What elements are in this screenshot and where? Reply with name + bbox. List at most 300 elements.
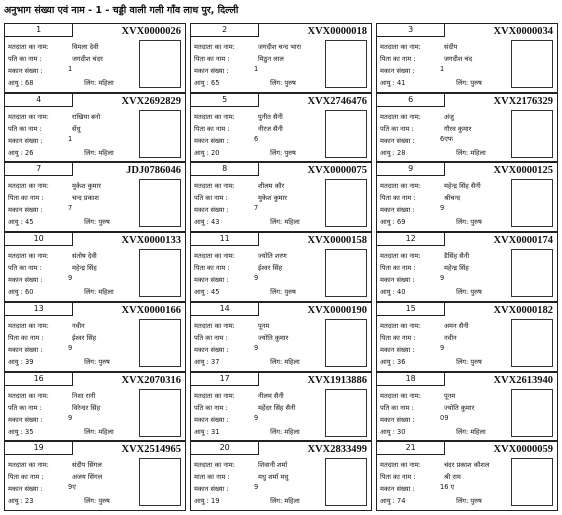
voter-card <box>190 302 372 372</box>
house-row <box>380 204 445 215</box>
serial-number: 15 <box>377 303 445 316</box>
voter-name: पुनीत सैनी <box>258 112 283 121</box>
gender-value: पुरुष <box>284 148 296 157</box>
gender-label: लिंग: <box>456 79 469 87</box>
age-gender-row <box>8 288 114 296</box>
serial-number: 3 <box>377 24 445 37</box>
voter-name: चंदर प्रकाश कौशल <box>444 461 490 470</box>
epic-number: XVX1913886 <box>307 374 367 386</box>
voter-name-label: मतदाता का नाम: <box>380 182 421 191</box>
serial-number: 10 <box>5 233 73 246</box>
relation-name: महेन्द्र सिंह <box>444 264 469 273</box>
age-gender-row <box>380 497 482 505</box>
age-label: आयु : <box>8 218 23 227</box>
voter-card <box>376 302 558 372</box>
house-label: मकान संख्या : <box>194 206 229 215</box>
relation-name: ईश्वर सिंह <box>72 333 97 342</box>
relation-name: मुकेश कुमार <box>258 194 287 203</box>
voter-name: संदीप <box>444 43 458 51</box>
voter-name-label: मतदाता का नाम: <box>194 461 235 470</box>
photo-box <box>325 179 367 227</box>
house-row <box>194 134 259 145</box>
house-row <box>8 274 73 285</box>
age-label: आयु : <box>8 357 23 366</box>
photo-box <box>511 249 553 297</box>
voter-name-label: मतदाता का नाम: <box>8 321 49 330</box>
relation-name: महेंदर सिंह सैनी <box>258 403 296 412</box>
house-number: 6 <box>254 134 259 143</box>
voter-card <box>190 93 372 163</box>
house-label: मकान संख्या : <box>380 67 415 75</box>
house-row <box>194 274 259 285</box>
gender-label: लिंग: <box>84 497 97 506</box>
age-value: 45 <box>211 288 220 297</box>
photo-box <box>325 458 367 506</box>
gender-label: लिंग: <box>270 79 283 87</box>
house-label: मकान संख्या : <box>8 276 43 285</box>
age-label: आयु : <box>8 288 23 297</box>
relation-label: पिता का नाम : <box>194 264 230 273</box>
voter-name: पूनम <box>444 391 456 400</box>
house-row <box>8 413 73 424</box>
voter-name: जगदीश चन्द भारा <box>258 43 301 51</box>
gender-label: लिंग: <box>456 288 469 297</box>
serial-number: 8 <box>191 163 259 176</box>
voter-name-label: मतदाता का नाम: <box>194 43 235 51</box>
house-label: मकान संख्या : <box>8 415 43 424</box>
house-label: मकान संख्या : <box>8 206 43 215</box>
voter-name: मुकेश कुमार <box>72 182 101 191</box>
epic-number: XVX0000026 <box>121 26 181 37</box>
house-label: मकान संख्या : <box>194 276 229 285</box>
relation-label: पिता का नाम : <box>194 55 230 63</box>
house-row <box>380 134 453 145</box>
relation-label: पिता का नाम : <box>380 55 416 63</box>
voter-name-label: मतदाता का नाम: <box>194 182 235 191</box>
house-label: मकान संख्या : <box>194 67 229 75</box>
voter-name-row <box>8 182 101 191</box>
photo-box <box>139 249 181 297</box>
house-label: मकान संख्या : <box>8 67 43 75</box>
voter-card <box>4 93 186 163</box>
age-label: आयु : <box>8 497 23 506</box>
gender-label: लिंग: <box>270 148 283 157</box>
serial-number: 19 <box>5 442 73 455</box>
gender-value: महिला <box>284 218 300 227</box>
voter-card <box>190 162 372 232</box>
voter-card <box>4 372 186 442</box>
voter-name-label: मतदाता का नाम: <box>380 43 421 51</box>
age-label: आयु : <box>8 79 23 87</box>
photo-box <box>139 110 181 158</box>
gender-value: पुरुष <box>470 288 482 297</box>
voter-card <box>376 372 558 442</box>
serial-number: 7 <box>5 163 73 176</box>
house-row <box>194 413 259 424</box>
voter-name-label: मतदाता का नाम: <box>194 321 235 330</box>
voter-name-label: मतदाता का नाम: <box>380 321 421 330</box>
voter-name-row <box>380 252 470 261</box>
serial-number: 12 <box>377 233 445 246</box>
voter-name-row <box>8 252 97 261</box>
relation-row <box>8 124 81 133</box>
relation-row <box>194 55 284 63</box>
age-value: 60 <box>25 288 34 297</box>
house-label: मकान संख्या : <box>8 485 43 494</box>
voter-card <box>376 232 558 302</box>
epic-number: XVX2692829 <box>121 95 181 107</box>
epic-number: XVX0000018 <box>307 26 367 37</box>
gender-value: पुरुष <box>470 357 482 366</box>
serial-number: 4 <box>5 94 73 107</box>
age-value: 74 <box>397 497 406 506</box>
relation-label: पति का नाम : <box>380 403 414 412</box>
age-value: 35 <box>25 427 34 436</box>
gender-label: लिंग: <box>270 427 283 436</box>
epic-number: XVX0000034 <box>493 26 553 37</box>
gender-value: पुरुष <box>98 357 110 366</box>
serial-number: 5 <box>191 94 259 107</box>
house-number: 9 <box>68 413 73 422</box>
age-value: 45 <box>25 218 34 227</box>
house-number: 1 <box>68 134 73 143</box>
voter-card <box>4 302 186 372</box>
age-gender-row <box>8 218 110 226</box>
house-row <box>8 204 73 215</box>
house-number: 9 <box>254 483 259 492</box>
house-label: मकान संख्या : <box>8 345 43 354</box>
age-gender-row <box>194 218 300 226</box>
epic-number: XVX0000166 <box>121 304 181 316</box>
age-gender-row <box>8 149 114 157</box>
relation-row <box>380 55 473 63</box>
photo-box <box>511 179 553 227</box>
house-label: मकान संख्या : <box>380 345 415 354</box>
age-gender-row <box>194 149 296 157</box>
relation-name: ज्योति कुमार <box>258 333 289 342</box>
epic-number: XVX0000158 <box>307 235 367 247</box>
house-label: मकान संख्या : <box>380 485 415 494</box>
house-number: 9 <box>68 274 73 283</box>
house-row <box>194 343 259 354</box>
gender-label: लिंग: <box>84 218 97 227</box>
gender-label: लिंग: <box>270 288 283 297</box>
age-label: आयु : <box>380 288 395 297</box>
serial-number: 18 <box>377 373 445 386</box>
voter-name-row <box>194 182 285 191</box>
house-number: 1 <box>440 65 445 73</box>
house-number: 9 <box>440 274 445 283</box>
epic-number: XVX2514965 <box>121 444 181 456</box>
house-row <box>380 274 445 285</box>
age-value: 39 <box>25 357 34 366</box>
house-row <box>380 65 445 75</box>
house-number: 1 <box>254 65 259 73</box>
gender-label: लिंग: <box>270 497 283 506</box>
voter-name: नवीन <box>72 321 85 330</box>
photo-box <box>325 110 367 158</box>
house-row <box>194 204 259 215</box>
voter-name-label: मतदाता का नाम: <box>8 391 49 400</box>
house-row <box>380 343 445 354</box>
age-value: 36 <box>397 357 406 366</box>
relation-label: पिता का नाम : <box>380 264 416 273</box>
voter-name-label: मतदाता का नाम: <box>8 252 49 261</box>
house-row <box>8 483 76 494</box>
voter-name: पूनम <box>258 321 270 330</box>
voter-name-label: मतदाता का नाम: <box>194 112 235 121</box>
serial-number: 9 <box>377 163 445 176</box>
gender-value: महिला <box>284 357 300 366</box>
house-label: मकान संख्या : <box>380 206 415 215</box>
voter-name-label: मतदाता का नाम: <box>8 43 49 51</box>
voter-name-label: मतदाता का नाम: <box>194 252 235 261</box>
relation-name: महेन्द्र सिंह <box>72 264 97 273</box>
age-value: 19 <box>211 497 220 506</box>
relation-row <box>8 333 97 342</box>
relation-name: नवीन <box>444 333 457 342</box>
voter-name-row <box>194 252 287 261</box>
photo-box <box>511 389 553 437</box>
epic-number: XVX2070316 <box>121 374 181 386</box>
house-label: मकान संख्या : <box>194 136 229 145</box>
age-gender-row <box>194 497 300 505</box>
house-row <box>380 413 449 424</box>
age-label: आयु : <box>194 148 209 157</box>
house-label: मकान संख्या : <box>380 276 415 285</box>
relation-row <box>194 124 283 133</box>
photo-box <box>325 389 367 437</box>
voter-name: निशा रानी <box>72 391 96 400</box>
relation-row <box>194 333 289 342</box>
relation-row <box>380 473 461 482</box>
epic-number: XVX0000133 <box>121 235 181 247</box>
age-gender-row <box>194 428 300 436</box>
voter-card <box>4 162 186 232</box>
relation-label: पति का नाम : <box>194 194 228 203</box>
gender-label: लिंग: <box>456 497 469 506</box>
voter-name: संदीप सिंगल <box>72 461 102 470</box>
relation-name: श्री राम <box>444 473 461 482</box>
serial-number: 14 <box>191 303 259 316</box>
relation-name: मिठुन लाल <box>258 55 284 63</box>
gender-label: लिंग: <box>84 288 97 297</box>
voter-name: अमन सैनी <box>444 321 469 330</box>
photo-box <box>139 389 181 437</box>
gender-label: लिंग: <box>84 357 97 366</box>
relation-row <box>194 403 296 412</box>
voter-card <box>376 93 558 163</box>
epic-number: XVX0000190 <box>307 304 367 316</box>
house-number: 7 <box>68 204 73 213</box>
gender-label: लिंग: <box>270 357 283 366</box>
photo-box <box>511 319 553 367</box>
age-label: आयु : <box>380 148 395 157</box>
photo-box <box>325 40 367 88</box>
gender-value: महिला <box>98 148 114 157</box>
gender-label: लिंग: <box>84 79 97 87</box>
age-value: 65 <box>211 79 220 87</box>
age-label: आयु : <box>194 497 209 506</box>
voter-name-row <box>8 461 102 470</box>
epic-number: XVX0000125 <box>493 165 553 177</box>
age-label: आयु : <box>380 427 395 436</box>
epic-number: JDJ0786046 <box>126 165 181 177</box>
voter-name-label: मतदाता का नाम: <box>380 252 421 261</box>
age-label: आयु : <box>380 218 395 227</box>
voter-name-label: मतदाता का नाम: <box>8 182 49 191</box>
epic-number: XVX0000059 <box>493 444 553 456</box>
serial-number: 16 <box>5 373 73 386</box>
voter-name-label: मतदाता का नाम: <box>8 112 49 121</box>
age-value: 23 <box>25 497 34 506</box>
relation-label: पति का नाम : <box>8 55 42 63</box>
age-label: आयु : <box>380 357 395 366</box>
house-label: मकान संख्या : <box>380 415 415 424</box>
voter-name-row <box>194 43 301 51</box>
epic-number: XVX2833499 <box>307 444 367 456</box>
relation-row <box>380 124 472 133</box>
relation-label: पति का नाम : <box>380 124 414 133</box>
age-value: 37 <box>211 357 220 366</box>
voter-name-row <box>380 43 458 51</box>
voter-name: शीलम कौर <box>258 182 285 191</box>
voter-card <box>4 23 186 93</box>
photo-box <box>325 249 367 297</box>
relation-label: पति का नाम : <box>194 333 228 342</box>
voter-card <box>190 23 372 93</box>
gender-value: महिला <box>470 427 486 436</box>
epic-number: XVX0000075 <box>307 165 367 177</box>
voter-name: विमला देवी <box>72 43 99 51</box>
gender-value: पुरुष <box>98 218 110 227</box>
age-value: 40 <box>397 288 406 297</box>
relation-row <box>194 194 287 203</box>
relation-row <box>8 194 99 203</box>
relation-name: ज्योति कुमार <box>444 403 475 412</box>
voter-name-row <box>194 321 270 330</box>
voter-name-row <box>194 391 284 400</box>
relation-row <box>194 264 283 273</box>
relation-name: नीरज सैनी <box>258 124 283 133</box>
relation-row <box>380 264 469 273</box>
relation-name: अजय सिंगल <box>72 473 103 482</box>
voter-name: राखिया बनो <box>72 112 101 121</box>
relation-label: पिता का नाम : <box>8 473 44 482</box>
age-gender-row <box>194 288 296 296</box>
voter-name-row <box>380 321 469 330</box>
serial-number: 17 <box>191 373 259 386</box>
age-gender-row <box>8 497 110 505</box>
house-number: 9 <box>68 343 73 352</box>
relation-label: पिता का नाम : <box>380 473 416 482</box>
relation-name: श्रीचन्द <box>444 194 461 203</box>
age-value: 68 <box>25 79 34 87</box>
age-label: आयु : <box>194 427 209 436</box>
house-row <box>8 134 73 145</box>
relation-row <box>380 333 457 342</box>
relation-label: माता का नाम : <box>194 473 230 482</box>
age-gender-row <box>8 358 110 366</box>
epic-number: XVX2613940 <box>493 374 553 386</box>
age-label: आयु : <box>380 79 395 87</box>
relation-name: चन्द प्रकाश <box>72 194 99 203</box>
voter-name-row <box>8 391 96 400</box>
age-gender-row <box>194 79 296 87</box>
voter-name: संतोष देवी <box>72 252 97 261</box>
voter-card-grid <box>4 23 558 511</box>
age-label: आयु : <box>194 79 209 87</box>
voter-name-row <box>194 112 283 121</box>
gender-value: महिला <box>98 79 114 87</box>
age-value: 20 <box>211 148 220 157</box>
voter-name: नीलम सैनी <box>258 391 284 400</box>
voter-name-label: मतदाता का नाम: <box>380 391 421 400</box>
age-gender-row <box>380 358 482 366</box>
serial-number: 1 <box>5 24 73 37</box>
relation-name: मधु शर्मा मधु <box>258 473 289 482</box>
gender-value: पुरुष <box>284 288 296 297</box>
voter-name-row <box>8 321 85 330</box>
relation-name: सेंधु <box>72 124 81 133</box>
age-value: 41 <box>397 79 406 87</box>
house-number: 9 <box>440 204 445 213</box>
relation-row <box>380 194 461 203</box>
relation-row <box>8 473 103 482</box>
house-label: मकान संख्या : <box>380 136 415 145</box>
serial-number: 2 <box>191 24 259 37</box>
gender-value: पुरुष <box>98 497 110 506</box>
gender-value: पुरुष <box>470 218 482 227</box>
age-gender-row <box>8 428 114 436</box>
gender-value: पुरुष <box>470 497 482 506</box>
voter-name-row <box>8 43 99 51</box>
age-gender-row <box>380 428 486 436</box>
gender-label: लिंग: <box>456 357 469 366</box>
age-gender-row <box>8 79 114 87</box>
age-value: 69 <box>397 218 406 227</box>
age-gender-row <box>380 218 482 226</box>
gender-value: महिला <box>284 497 300 506</box>
age-label: आयु : <box>194 357 209 366</box>
photo-box <box>139 40 181 88</box>
house-label: मकान संख्या : <box>194 415 229 424</box>
voter-name-row <box>380 461 490 470</box>
serial-number: 13 <box>5 303 73 316</box>
relation-name: जगदीश चंदर <box>72 55 103 63</box>
voter-name-label: मतदाता का नाम: <box>380 461 421 470</box>
voter-name: ज्योति शरण <box>258 252 287 261</box>
age-label: आयु : <box>380 497 395 506</box>
house-label: मकान संख्या : <box>8 136 43 145</box>
photo-box <box>139 319 181 367</box>
house-row <box>194 65 259 75</box>
voter-name-label: मतदाता का नाम: <box>8 461 49 470</box>
house-number: 7 <box>254 204 259 213</box>
voter-card <box>376 23 558 93</box>
age-label: आयु : <box>194 218 209 227</box>
serial-number: 6 <box>377 94 445 107</box>
serial-number: 21 <box>377 442 445 455</box>
voter-name: महेन्द्र सिंह सैनी <box>444 182 481 191</box>
voter-name: डैसिंह सैनी <box>444 252 470 261</box>
gender-value: महिला <box>284 427 300 436</box>
house-number: 9 <box>440 343 445 352</box>
house-number: 9 <box>254 343 259 352</box>
gender-label: लिंग: <box>270 218 283 227</box>
serial-number: 11 <box>191 233 259 246</box>
relation-label: पिता का नाम : <box>8 194 44 203</box>
